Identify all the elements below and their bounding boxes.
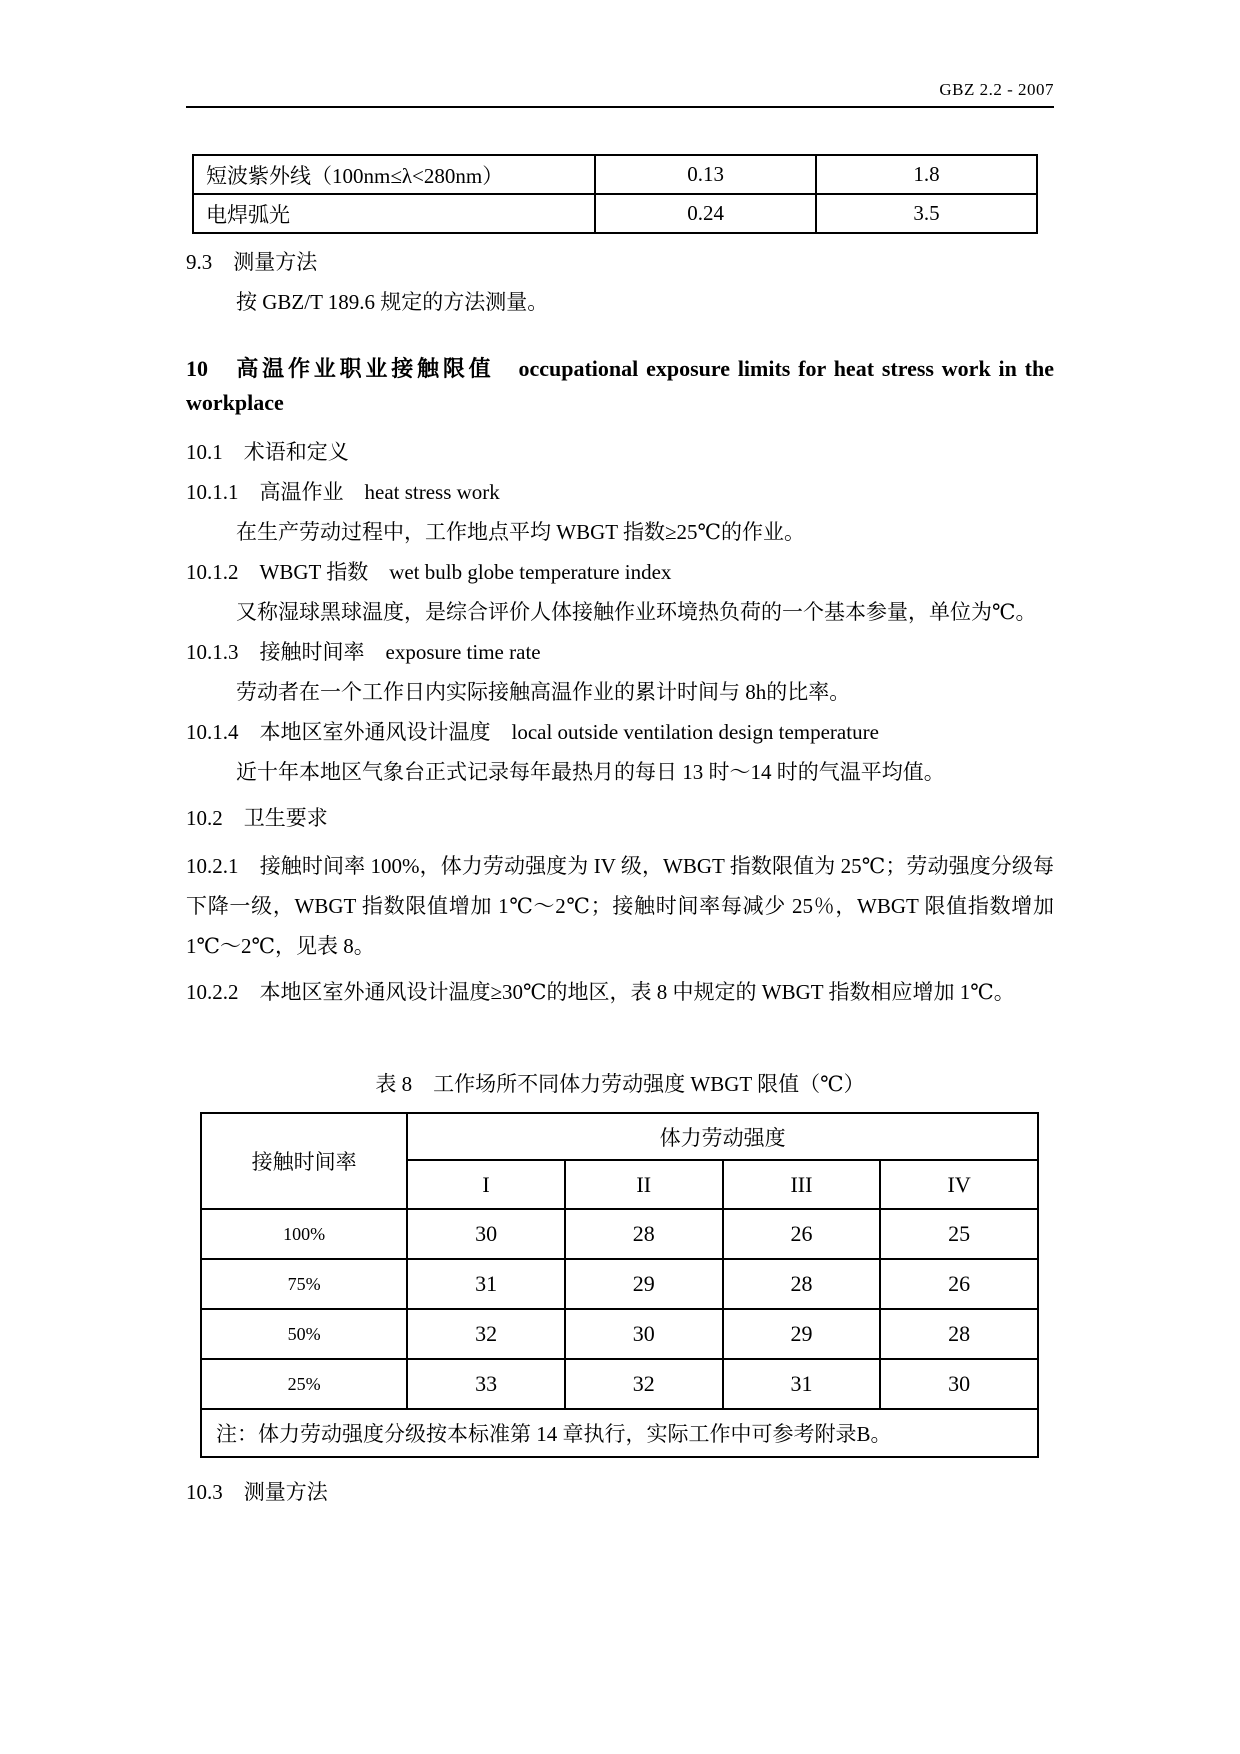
rate-cell: 75% — [201, 1259, 407, 1309]
header-rule — [186, 106, 1054, 108]
value-cell: 29 — [565, 1259, 723, 1309]
value-cell: 33 — [407, 1359, 565, 1409]
value-cell: 28 — [723, 1259, 881, 1309]
paragraph-10-1-4: 近十年本地区气象台正式记录每年最热月的每日 13 时～14 时的气温平均值。 — [236, 760, 945, 784]
paragraph-10-1-3: 劳动者在一个工作日内实际接触高温作业的累计时间与 8h的比率。 — [236, 680, 851, 704]
value-cell: 31 — [723, 1359, 881, 1409]
table-row — [201, 1359, 1038, 1409]
heading-10-1: 10.1 术语和定义 — [186, 440, 349, 464]
uv-row-value-2: 3.5 — [816, 194, 1037, 233]
uv-row-value-2: 1.8 — [816, 155, 1037, 194]
paragraph-9-3: 按 GBZ/T 189.6 规定的方法测量。 — [236, 290, 549, 314]
table-8-note-row — [201, 1409, 1038, 1457]
table-8-level-header: I — [407, 1160, 565, 1209]
table-8-caption: 表 8 工作场所不同体力劳动强度 WBGT 限值（℃） — [375, 1072, 865, 1096]
table-8-level-header: II — [565, 1160, 723, 1209]
table-row — [201, 1309, 1038, 1359]
uv-row-value-1: 0.13 — [595, 155, 816, 194]
rate-cell: 25% — [201, 1359, 407, 1409]
table-8-level-header: III — [723, 1160, 881, 1209]
value-cell: 26 — [880, 1259, 1038, 1309]
heading-10-title-zh: 高温作业职业接触限值 — [234, 356, 495, 381]
table-row — [193, 194, 1037, 233]
value-cell: 30 — [880, 1359, 1038, 1409]
heading-10-number: 10 — [186, 356, 208, 381]
paragraph-10-2-1: 10.2.1 接触时间率 100%，体力劳动强度为 IV 级，WBGT 指数限值为 25℃；劳动强度分级每下降一级，WBGT 指数限值增加 1℃～2℃；接触时间率每减少 25％，WBGT 限值指数增加 1℃～2℃，见表 8。 — [186, 854, 1054, 958]
table-8 — [200, 1112, 1039, 1458]
heading-10-1-3: 10.1.3 接触时间率 exposure time rate — [186, 640, 541, 664]
rate-cell: 100% — [201, 1209, 407, 1259]
doc-number: GBZ 2.2 - 2007 — [939, 80, 1054, 99]
value-cell: 30 — [565, 1309, 723, 1359]
table-row — [201, 1209, 1038, 1259]
value-cell: 28 — [880, 1309, 1038, 1359]
uv-row-label: 短波紫外线（100nm≤λ<280nm） — [193, 155, 595, 194]
uv-row-label: 电焊弧光 — [193, 194, 595, 233]
table-row — [193, 155, 1037, 194]
rate-cell: 50% — [201, 1309, 407, 1359]
uv-row-value-1: 0.24 — [595, 194, 816, 233]
uv-limits-table — [192, 154, 1038, 234]
heading-10-3: 10.3 测量方法 — [186, 1480, 328, 1504]
paragraph-10-2-2: 10.2.2 本地区室外通风设计温度≥30℃的地区，表 8 中规定的 WBGT 指数相应增加 1℃。 — [186, 980, 1015, 1004]
table-8-note: 注：体力劳动强度分级按本标准第 14 章执行，实际工作中可参考附录B。 — [201, 1409, 1038, 1457]
heading-10-title-en: occupational exposure limits for heat stress work in the workplace — [186, 356, 1054, 415]
value-cell: 29 — [723, 1309, 881, 1359]
heading-10-2: 10.2 卫生要求 — [186, 806, 328, 830]
heading-10 — [186, 352, 1054, 420]
value-cell: 32 — [565, 1359, 723, 1409]
heading-10-1-4: 10.1.4 本地区室外通风设计温度 local outside ventilation design temperature — [186, 720, 879, 744]
value-cell: 32 — [407, 1309, 565, 1359]
value-cell: 25 — [880, 1209, 1038, 1259]
value-cell: 26 — [723, 1209, 881, 1259]
heading-9-3: 9.3 测量方法 — [186, 250, 318, 274]
table-row — [201, 1259, 1038, 1309]
value-cell: 31 — [407, 1259, 565, 1309]
heading-10-1-2: 10.1.2 WBGT 指数 wet bulb globe temperature index — [186, 560, 672, 584]
value-cell: 30 — [407, 1209, 565, 1259]
table-8-group-header: 体力劳动强度 — [407, 1113, 1038, 1160]
table-8-group-header-row — [201, 1113, 1038, 1160]
heading-10-1-1: 10.1.1 高温作业 heat stress work — [186, 480, 500, 504]
table-8-level-header: IV — [880, 1160, 1038, 1209]
paragraph-10-1-1: 在生产劳动过程中，工作地点平均 WBGT 指数≥25℃的作业。 — [236, 520, 805, 544]
table-8-corner-header: 接触时间率 — [201, 1113, 407, 1209]
value-cell: 28 — [565, 1209, 723, 1259]
paragraph-10-1-2: 又称湿球黑球温度，是综合评价人体接触作业环境热负荷的一个基本参量，单位为℃。 — [236, 600, 1037, 624]
